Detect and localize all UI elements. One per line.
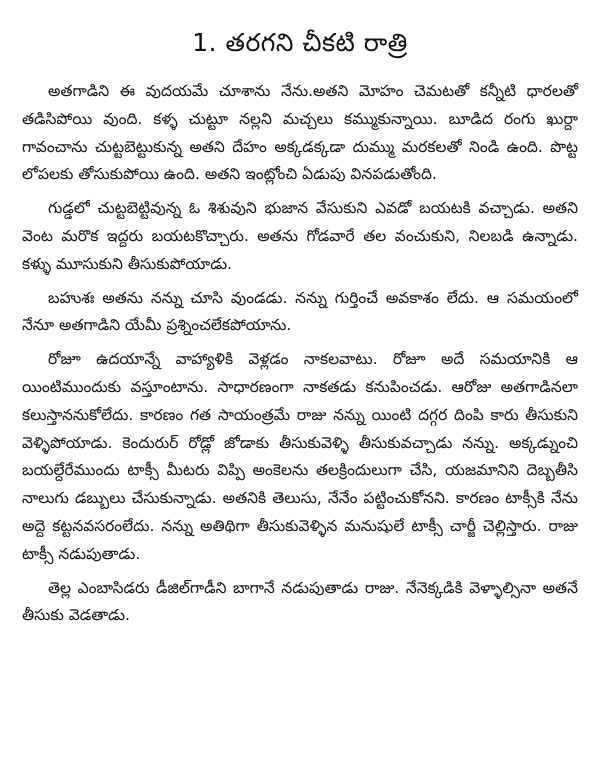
- paragraph-2: గుడ్డలో చుట్టబెట్టివున్న ఓ శిశువుని భుజాన వేసుకుని ఎవడో బయటకి వచ్చాడు. అతని వెంట మరొక ఇద్దరు బయటకొచ్చారు. అతను గోడవారే తల వంచుకుని, నిలబడి ఉన్నాడు. కళ్ళు మూసుకుని తీసుకుపోయాడు.: [22, 199, 578, 273]
- chapter-title: 1. తరగని చీకటి రాత్రి: [192, 28, 408, 57]
- paragraph-3: బహుశః అతను నన్ను చూసి వుండడు. నన్ను గుర్తించే అవకాశం లేదు. ఆ సమయంలో నేనూ అతగాడిని యేమీ ప్రశ్నించలేకపోయాను.: [22, 288, 578, 335]
- paragraph-5: తెల్ల ఎంబాసిడరు డీజిల్‌గాడీని బాగానే నడుపుతాడు రాజు. నేనెక్కడికి వెళ్ళాల్సినా అతనే తీసుకు వెడతాడు.: [22, 578, 578, 625]
- paragraph-4: రోజూ ఉదయాన్నే వాహ్యాళికి వెళ్లడం నాకలవాటు. రోజూ అదే సమయానికి ఆ యింటిముందుకు వస్తూంటాను. సాధారణంగా నాకతడు కనుపించడు. ఆరోజు అతగాడినలా కలుస్తాననుకోలేదు. కారణం గత సాయంత్రమే రాజు నన్ను యింటి దగ్గర దింపి కారు తీసుకుని వెళ్ళిపోయాడు. కెందురుర్ రోడ్లో జోడాకు తీసుకువెళ్ళి తీసుకువచ్చాడు నన్ను. అక్కడ్నుంచి బయల్దేరేముందు టాక్సీ మీటరు విప్పి అంకెలను తలక్రిందులుగా చేసి, యజమానిని దెబ్బతీసి నాలుగు డబ్బులు చేసుకున్నాడు. అతనికి తెలుసు, నేనేం పట్టించుకోనని. కారణం టాక్సీకి నేను అద్దె కట్టనవసరంలేదు. నన్ను అతిథిగా తీసుకువెళ్ళిన మనుషులే టాక్సీ చార్జీ చెల్లిస్తారు. రాజు టాక్సీ నడుపుతాడు.: [22, 350, 578, 563]
- paragraph-1: అతగాడిని ఈ వుదయమే చూశాను నేను.అతని మోహం చెమటతో కన్నీటి ధారలతో తడిసిపోయి వుంది. కళ్ళ చుట్టూ నల్లని మచ్చలు కమ్ముకున్నాయి. బూడిద రంగు ఖుర్దా గావంచాను చుట్టబెట్టుకున్న అతని దేహం అక్కడక్కడా దుమ్ము మరకలతో నిండి ఉంది. పొట్ట లోపలకు తోసుకుపోయి ఉంది. అతని ఇంట్లోంచి ఏడుపు వినపడుతోంది.: [22, 82, 578, 184]
